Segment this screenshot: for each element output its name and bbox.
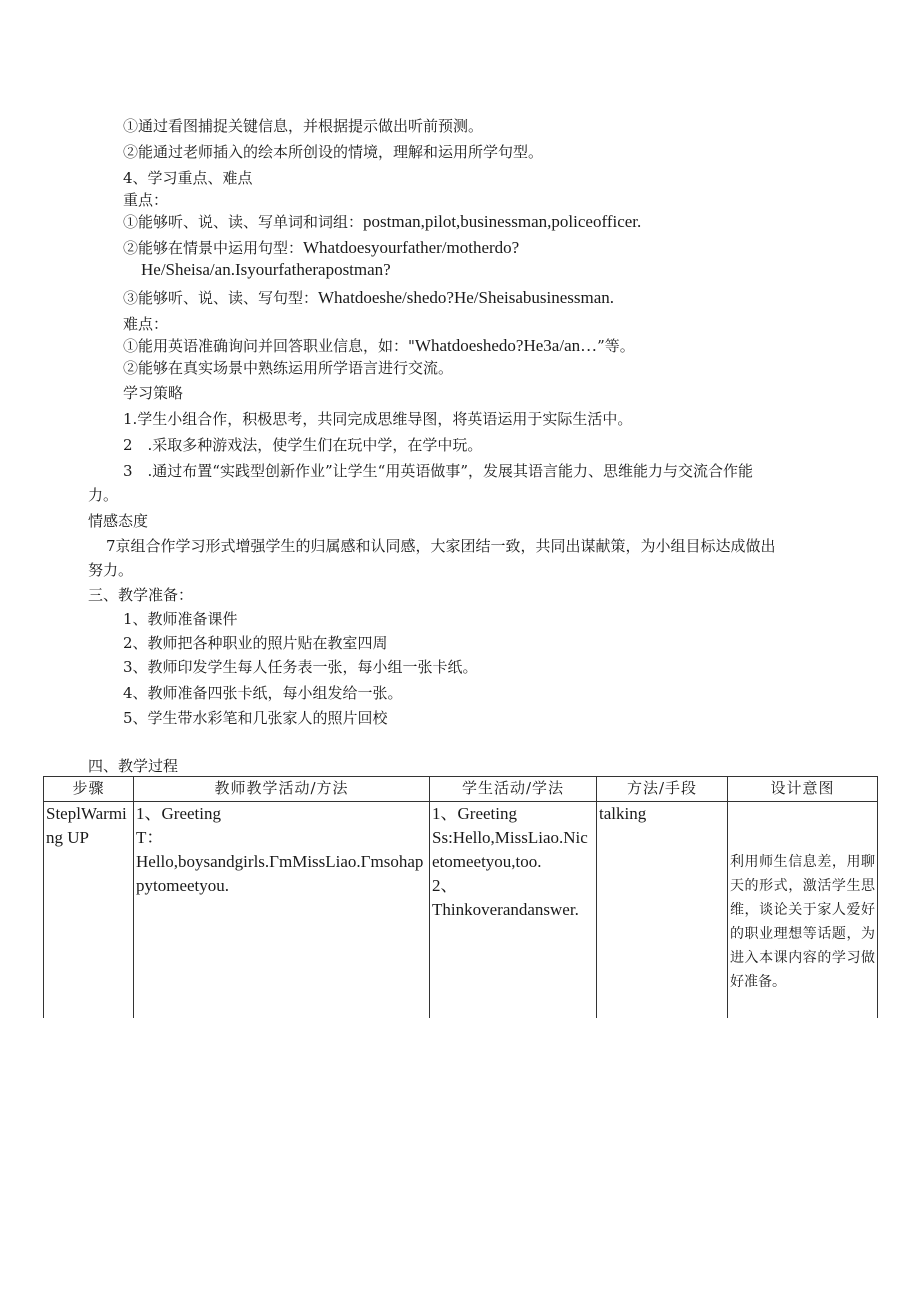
cell-teacher bbox=[134, 802, 430, 1019]
difficulty-1 bbox=[123, 335, 635, 357]
header-method: 方法/手段 bbox=[597, 777, 728, 802]
objective-1: ①通过看图捕捉关键信息，并根据提示做出听前预测。 bbox=[123, 117, 484, 135]
key-point-3-en: Whatdoeshe/shedo?He/Sheisabusinessman. bbox=[318, 288, 615, 307]
difficulty-2: ②能够在真实场景中熟练运用所学语言进行交流。 bbox=[123, 359, 454, 377]
prep-item-3: 3、教师印发学生每人任务表一张，每小组一张卡纸。 bbox=[123, 658, 478, 676]
student-line-2: Ss:Hello,MissLiao.Nicetomeetyou,too. bbox=[432, 828, 588, 871]
header-step: 步骤 bbox=[44, 777, 134, 802]
attitude-text: 7京组合作学习形式增强学生的归属感和认同感，大家团结一致，共同出谋献策，为小组目标达成做出 bbox=[106, 537, 776, 555]
table-row bbox=[44, 802, 878, 1019]
teaching-process-table bbox=[43, 776, 878, 1018]
difficulties-label: 难点： bbox=[123, 315, 169, 333]
prep-item-1: 1、教师准备课件 bbox=[123, 610, 238, 628]
teacher-line-3: Hello,boysandgirls.ΓmMissLiao.Γmsohappytomeetyou. bbox=[136, 852, 424, 895]
key-point-2-cont: He/Sheisa/an.Isyourfatherapostman? bbox=[141, 260, 391, 279]
key-point-2-en: Whatdoesyourfather/motherdo? bbox=[303, 238, 520, 257]
key-point-1 bbox=[123, 211, 641, 233]
strategy-2: 2 .采取多种游戏法，使学生们在玩中学，在学中玩。 bbox=[123, 436, 483, 454]
table-header-row bbox=[44, 777, 878, 802]
key-point-3 bbox=[123, 287, 614, 309]
key-points-label: 重点： bbox=[123, 191, 169, 209]
difficulty-1-cn: ①能用英语准确询问并回答职业信息，如：" bbox=[123, 337, 415, 355]
key-point-2 bbox=[123, 237, 519, 259]
difficulty-1-en: Whatdoeshedo?He3a/an… bbox=[414, 336, 598, 355]
key-point-1-cn: ①能够听、说、读、写单词和词组： bbox=[123, 213, 364, 231]
teacher-line-2: T： bbox=[136, 828, 164, 847]
objective-2: ②能通过老师插入的绘本所创设的情境，理解和运用所学句型。 bbox=[123, 143, 544, 161]
header-teacher: 教师教学活动/方法 bbox=[134, 777, 430, 802]
method-text: talking bbox=[599, 804, 647, 823]
prep-heading: 三、教学准备： bbox=[88, 586, 194, 604]
step-text: SteplWarming UP bbox=[46, 804, 127, 847]
strategy-3: 3 .通过布置“实践型创新作业”让学生“用英语做事”，发展其语言能力、思维能力与交流合作能 bbox=[123, 462, 753, 480]
strategy-1: 1.学生小组合作，积极思考，共同完成思维导图，将英语运用于实际生活中。 bbox=[123, 410, 633, 428]
strategy-3-cont: 力。 bbox=[88, 486, 119, 504]
cell-intent bbox=[728, 802, 878, 1019]
student-line-1: 1、Greeting bbox=[432, 804, 517, 823]
section-heading-key-points: 4、学习重点、难点 bbox=[123, 169, 253, 187]
header-intent: 设计意图 bbox=[728, 777, 878, 802]
key-point-2-cn: ②能够在情景中运用句型： bbox=[123, 239, 304, 257]
cell-method bbox=[597, 802, 728, 1019]
header-student: 学生活动/学法 bbox=[430, 777, 597, 802]
cell-student bbox=[430, 802, 597, 1019]
cell-step bbox=[44, 802, 134, 1019]
key-point-1-en: postman,pilot,businessman,policeofficer. bbox=[363, 212, 642, 231]
student-line-3: 2、 bbox=[432, 876, 458, 895]
intent-text: 利用师生信息差，用聊天的形式，激活学生思维，谈论关于家人爱好的职业理想等话题，为进入本课内容的学习做好准备。 bbox=[730, 854, 875, 990]
difficulty-1-cn-end: ”等。 bbox=[597, 337, 635, 355]
attitude-text-cont: 努力。 bbox=[88, 561, 134, 579]
prep-item-2: 2、教师把各种职业的照片贴在教室四周 bbox=[123, 634, 388, 652]
attitude-heading: 情感态度 bbox=[88, 512, 149, 530]
prep-item-4: 4、教师准备四张卡纸，每小组发给一张。 bbox=[123, 684, 403, 702]
teacher-line-1: 1、Greeting bbox=[136, 804, 221, 823]
prep-item-5: 5、学生带水彩笔和几张家人的照片回校 bbox=[123, 709, 388, 727]
process-heading: 四、教学过程 bbox=[88, 757, 179, 775]
key-point-3-cn: ③能够听、说、读、写句型： bbox=[123, 289, 319, 307]
student-line-4: Thinkoverandanswer. bbox=[432, 900, 579, 919]
strategy-heading: 学习策略 bbox=[123, 384, 184, 402]
